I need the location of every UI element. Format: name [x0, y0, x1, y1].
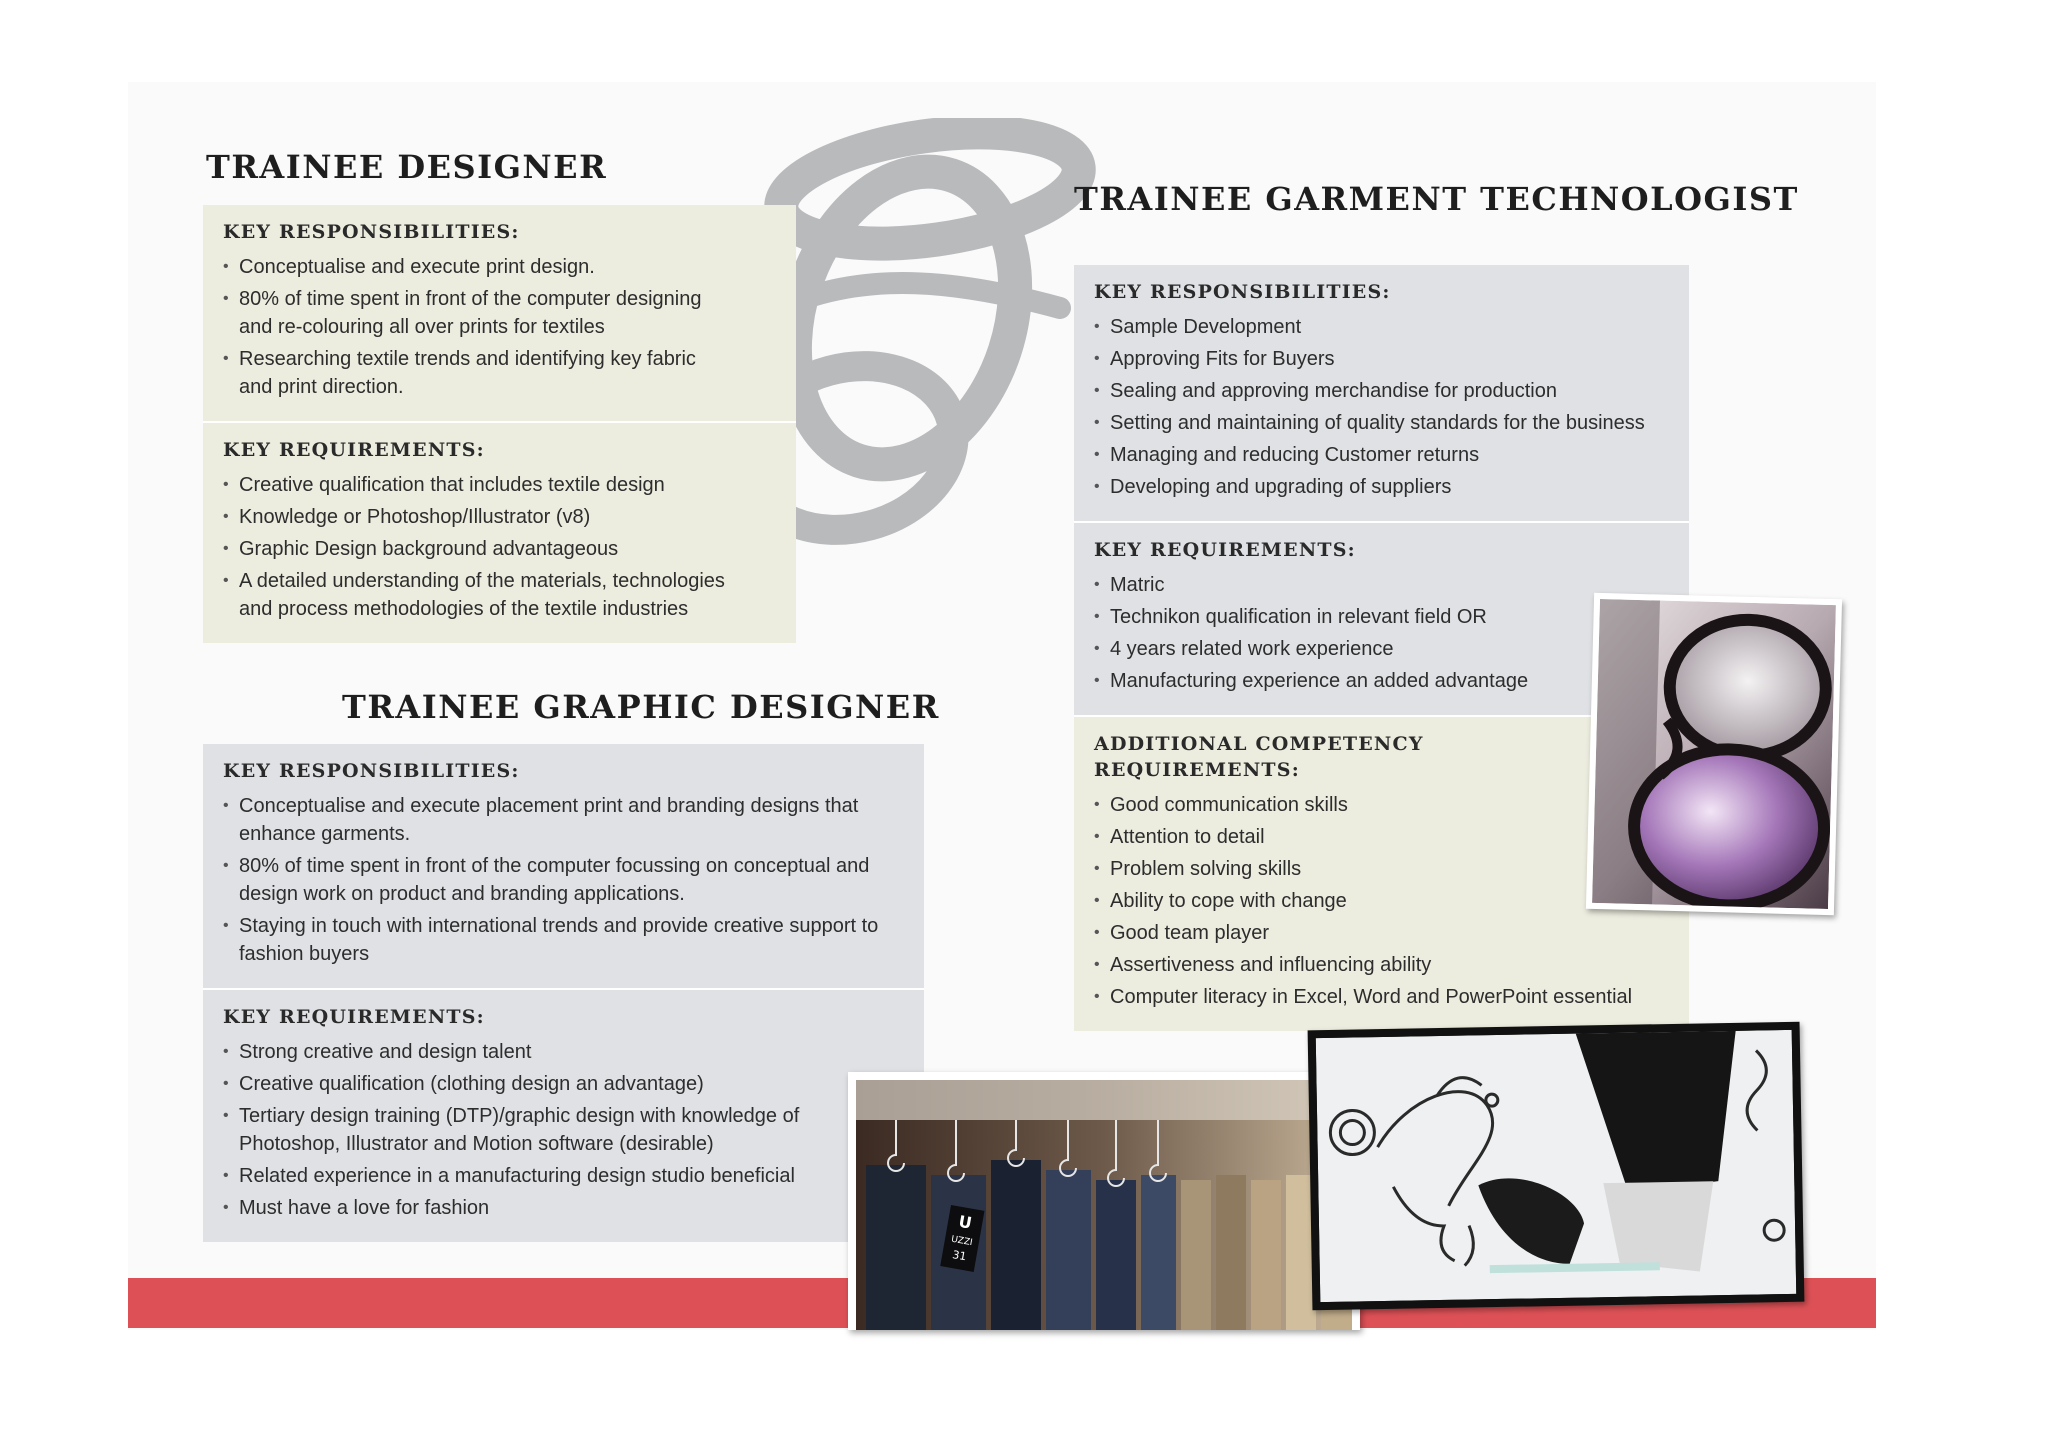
jeans-tag-brand: UZZI	[950, 1234, 974, 1249]
graphic-title: TRAINEE GRAPHIC DESIGNER	[342, 688, 940, 726]
section-heading: KEY RESPONSIBILITIES:	[223, 221, 520, 243]
jeans-rack-image	[856, 1080, 1352, 1330]
list-item: • Computer literacy in Excel, Word and PowerPoint essential	[1094, 983, 1669, 1011]
list-item: • Developing and upgrading of suppliers	[1094, 473, 1669, 501]
section-heading: KEY REQUIREMENTS:	[1094, 539, 1356, 561]
graphic-requirements-list	[223, 1038, 823, 1222]
list-item: • Strong creative and design talent	[223, 1038, 823, 1066]
garment-responsibilities-list	[1094, 313, 1669, 501]
shop-window-image	[1316, 1030, 1797, 1302]
garment-responsibilities-section	[1074, 265, 1689, 521]
list-item: • 4 years related work experience	[1094, 635, 1669, 663]
designer-responsibilities-section	[203, 205, 796, 421]
designer-panel	[203, 205, 796, 643]
section-heading: KEY REQUIREMENTS:	[223, 1006, 485, 1028]
list-item: • Attention to detail	[1094, 823, 1669, 851]
garment-title: TRAINEE GARMENT TECHNOLOGIST	[1074, 180, 1799, 218]
list-item: • Graphic Design background advantageous	[223, 535, 763, 563]
list-item: • Tertiary design training (DTP)/graphic design with knowledge of Photoshop, Illustrator and Motion software (desirable)	[223, 1102, 823, 1158]
section-heading: KEY REQUIREMENTS:	[223, 439, 485, 461]
shop-window-photo	[1308, 1022, 1805, 1311]
list-item: • A detailed understanding of the materials, technologies and process methodologies of the textile industries	[223, 567, 763, 623]
graphic-responsibilities-list	[223, 792, 883, 968]
jeans-tag-letter: U	[957, 1211, 974, 1233]
list-item: • Creative qualification that includes textile design	[223, 471, 763, 499]
list-item: • Assertiveness and influencing ability	[1094, 951, 1669, 979]
sunglasses-photo	[1586, 593, 1842, 915]
list-item: • Manufacturing experience an added advantage	[1094, 667, 1669, 695]
graphic-responsibilities-section	[203, 744, 924, 988]
list-item: • Staying in touch with international trends and provide creative support to fashion buyers	[223, 912, 883, 968]
list-item: • Must have a love for fashion	[223, 1194, 823, 1222]
garment-additional-list	[1094, 791, 1669, 1011]
list-item: • Knowledge or Photoshop/Illustrator (v8)	[223, 503, 763, 531]
list-item: • Creative qualification (clothing design an advantage)	[223, 1070, 823, 1098]
list-item: • Good team player	[1094, 919, 1669, 947]
list-item: • Conceptualise and execute print design.	[223, 253, 723, 281]
list-item: • Sample Development	[1094, 313, 1669, 341]
list-item: • Related experience in a manufacturing design studio beneficial	[223, 1162, 823, 1190]
list-item: • Sealing and approving merchandise for production	[1094, 377, 1669, 405]
list-item: • Technikon qualification in relevant field OR	[1094, 603, 1669, 631]
designer-responsibilities-list	[223, 253, 723, 401]
section-heading: KEY RESPONSIBILITIES:	[223, 760, 520, 782]
list-item: • Ability to cope with change	[1094, 887, 1669, 915]
garment-requirements-list	[1094, 571, 1669, 695]
list-item: • Matric	[1094, 571, 1669, 599]
section-heading: KEY RESPONSIBILITIES:	[1094, 281, 1391, 303]
list-item: • Good communication skills	[1094, 791, 1669, 819]
list-item: • Setting and maintaining of quality standards for the business	[1094, 409, 1669, 437]
list-item: • Managing and reducing Customer returns	[1094, 441, 1669, 469]
list-item: • 80% of time spent in front of the computer designing and re-colouring all over prints for textiles	[223, 285, 723, 341]
jeans-tag-size: 31	[951, 1248, 968, 1264]
list-item: • Problem solving skills	[1094, 855, 1669, 883]
designer-title: TRAINEE DESIGNER	[206, 148, 608, 186]
graphic-requirements-section	[203, 988, 924, 1242]
list-item: • 80% of time spent in front of the computer focussing on conceptual and design work on product and branding applications.	[223, 852, 883, 908]
section-heading: ADDITIONAL COMPETENCY REQUIREMENTS:	[1094, 733, 1424, 781]
list-item: • Conceptualise and execute placement print and branding designs that enhance garments.	[223, 792, 883, 848]
designer-requirements-section	[203, 421, 796, 643]
graphic-panel	[203, 744, 924, 1242]
list-item: • Approving Fits for Buyers	[1094, 345, 1669, 373]
sunglasses-image	[1592, 599, 1836, 909]
designer-requirements-list	[223, 471, 763, 623]
jeans-rack-photo	[848, 1072, 1360, 1330]
list-item: • Researching textile trends and identifying key fabric and print direction.	[223, 345, 723, 401]
